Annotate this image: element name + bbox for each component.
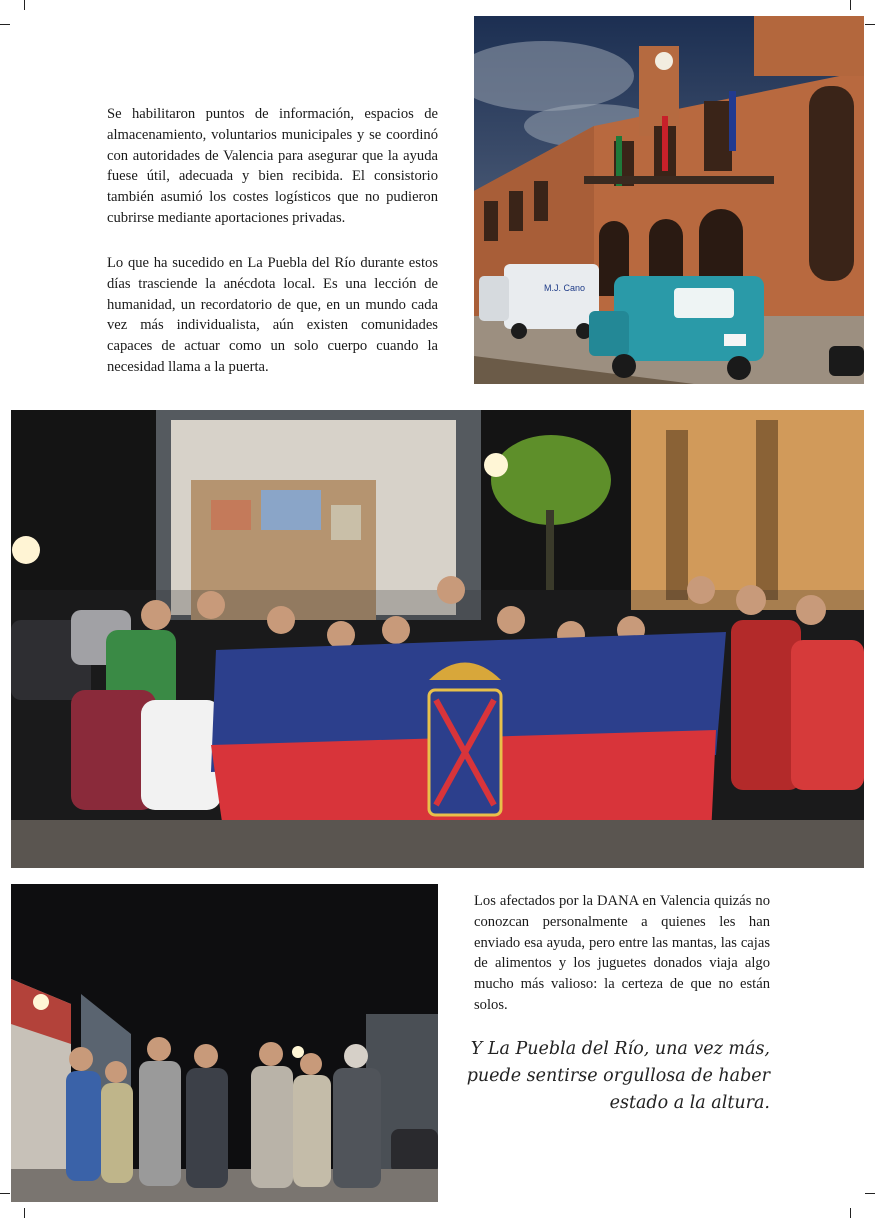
photo-volunteers-flag bbox=[11, 410, 864, 868]
crop-mark-bottom-right-h bbox=[865, 1193, 875, 1194]
paragraph-logistics: Se habilitaron puntos de información, espacios de almacenamiento, voluntarios municipales y se coordinó con autoridades de Valencia para asegurar que la ayuda fuese útil, adecuada y bien recibida. El consistorio también asumió los costes logísticos que no pudieron cubrirse mediante aportaciones privadas. bbox=[107, 106, 438, 226]
crop-mark-top-right-v bbox=[850, 0, 851, 10]
crop-mark-top-left-h bbox=[0, 24, 10, 25]
crop-mark-bottom-left-v bbox=[24, 1208, 25, 1218]
paragraph-humanity: Lo que ha sucedido en La Puebla del Río durante estos días trasciende la anécdota local. Es una lección de humanidad, un recordatorio de que, en un mundo cada vez más individualista, aún existen comunidades capaces de actuar como un solo cuerpo cuando la necesidad llama a la puerta. bbox=[107, 255, 438, 375]
photo-night-group bbox=[11, 884, 438, 1202]
crop-mark-top-left-v bbox=[24, 0, 25, 10]
paragraph-dana: Los afectados por la DANA en Valencia quizás no conozcan personalmente a quienes les han enviado esa ayuda, pero entre las mantas, las cajas de alimentos y los juguetes donados viaja algo mucho más valioso: la certeza de que no están solos. bbox=[474, 893, 770, 1013]
van-text: M.J. Cano bbox=[544, 283, 586, 293]
crop-mark-top-right-h bbox=[865, 24, 875, 25]
closing-quote: Y La Puebla del Río, una vez más, puede sentirse orgullosa de haber estado a la altura. bbox=[466, 1039, 770, 1113]
crop-mark-bottom-left-h bbox=[0, 1193, 10, 1194]
photo-town-hall bbox=[474, 16, 864, 384]
crop-mark-bottom-right-v bbox=[850, 1208, 851, 1218]
